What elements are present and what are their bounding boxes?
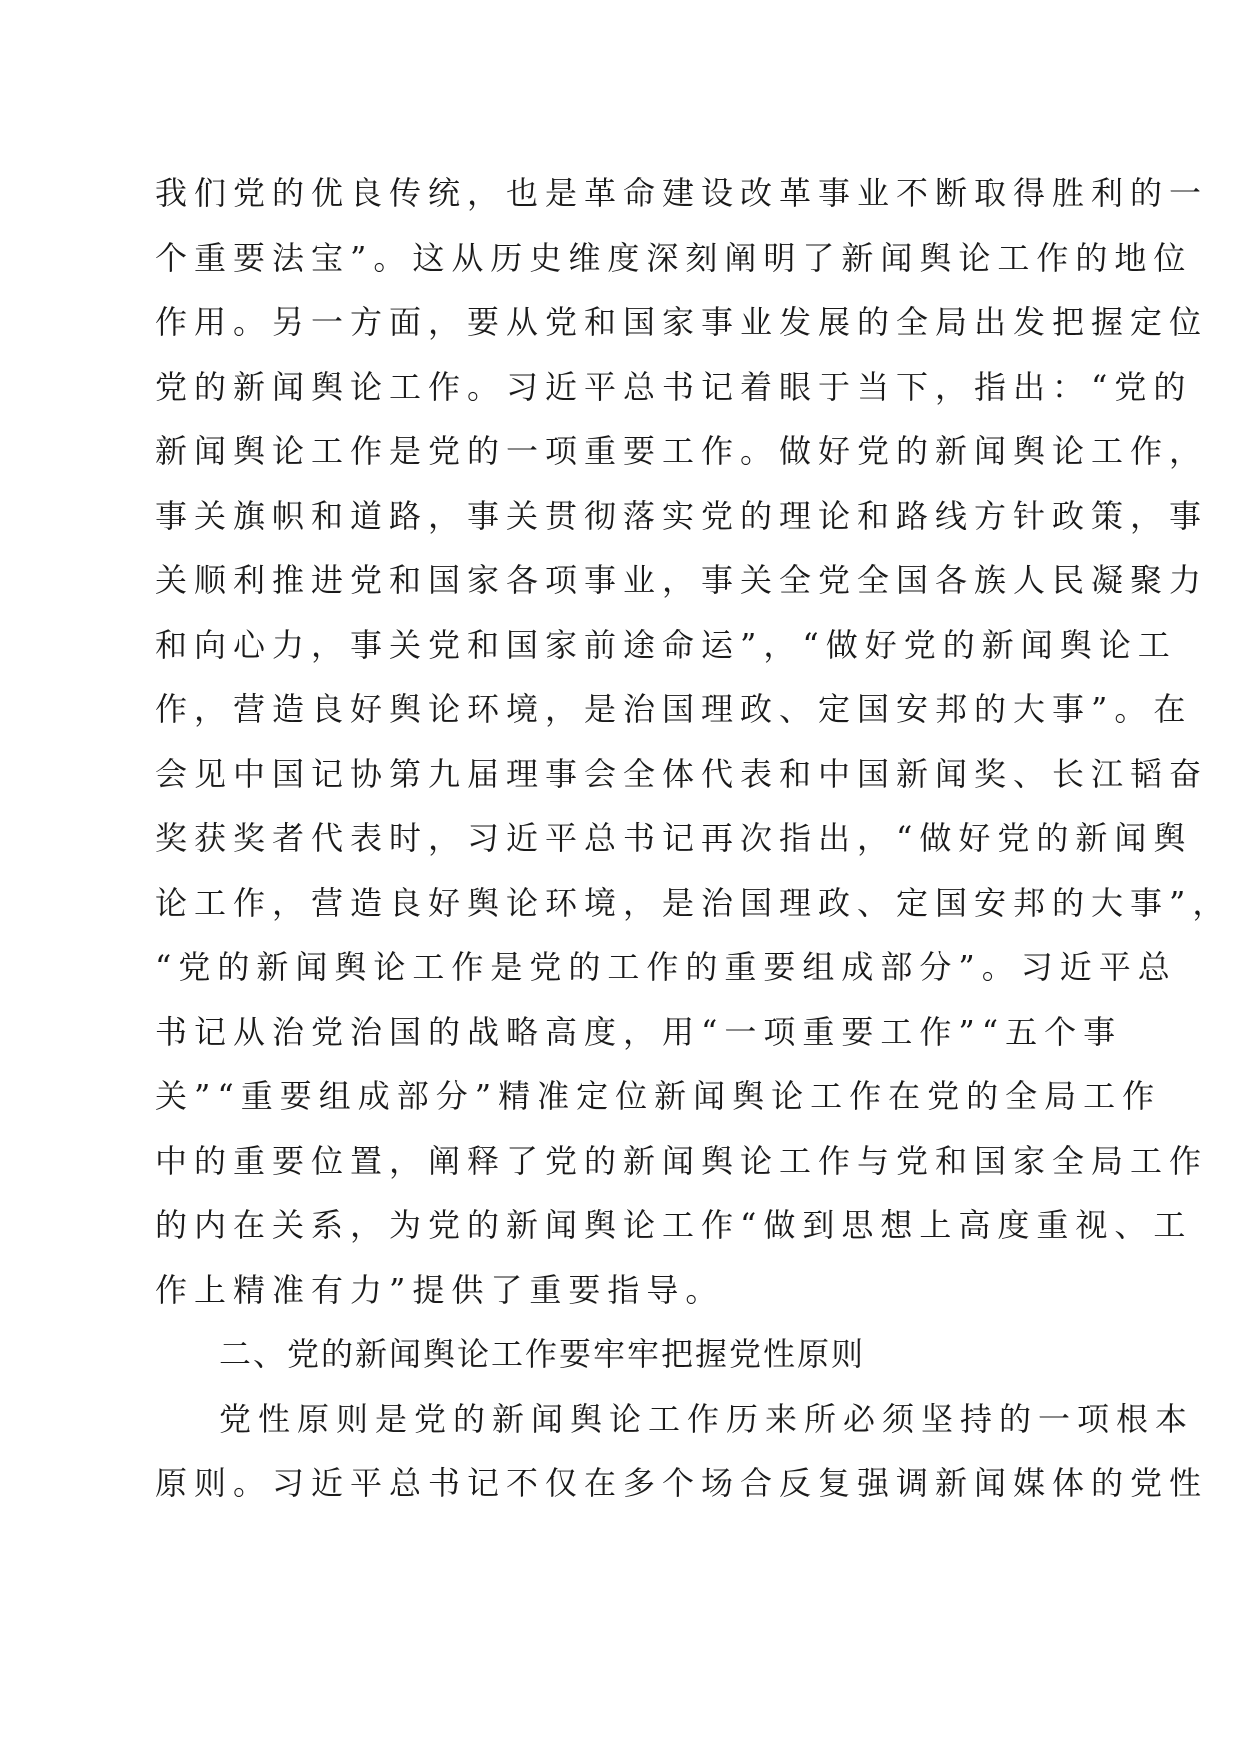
text-line: 奖获奖者代表时，习近平总书记再次指出，“做好党的新闻舆 bbox=[155, 819, 1193, 857]
text-line: 关顺利推进党和国家各项事业，事关全党全国各族人民凝聚力 bbox=[155, 561, 1209, 599]
text-line: 论工作，营造良好舆论环境，是治国理政、定国安邦的大事”， bbox=[155, 883, 1232, 922]
section-heading: 二、党的新闻舆论工作要牢牢把握党性原则 bbox=[219, 1335, 866, 1373]
text-line: 我们党的优良传统，也是革命建设改革事业不断取得胜利的一 bbox=[155, 174, 1209, 212]
text-line: 会见中国记协第九届理事会全体代表和中国新闻奖、长江韬奋 bbox=[155, 754, 1209, 793]
text-line: “党的新闻舆论工作是党的工作的重要组成部分”。习近平总 bbox=[155, 948, 1177, 986]
document-body bbox=[155, 161, 1232, 1516]
text-line: 作，营造良好舆论环境，是治国理政、定国安邦的大事”。在 bbox=[155, 690, 1193, 728]
text-line: 事关旗帜和道路，事关贯彻落实党的理论和路线方针政策，事 bbox=[155, 496, 1209, 535]
text-line: 作用。另一方面，要从党和国家事业发展的全局出发把握定位 bbox=[155, 303, 1209, 341]
text-line: 原则。习近平总书记不仅在多个场合反复强调新闻媒体的党性 bbox=[155, 1464, 1209, 1502]
text-line: 党的新闻舆论工作。习近平总书记着眼于当下，指出：“党的 bbox=[155, 367, 1193, 406]
text-line: 个重要法宝”。这从历史维度深刻阐明了新闻舆论工作的地位 bbox=[155, 238, 1193, 277]
text-line: 新闻舆论工作是党的一项重要工作。做好党的新闻舆论工作， bbox=[155, 432, 1209, 470]
text-line: 书记从治党治国的战略高度，用“一项重要工作”“五个事 bbox=[155, 1012, 1123, 1051]
text-line: 的内在关系，为党的新闻舆论工作“做到思想上高度重视、工 bbox=[155, 1206, 1193, 1244]
paragraph-first-line: 党性原则是党的新闻舆论工作历来所必须坚持的一项根本 bbox=[219, 1399, 1195, 1438]
text-line: 和向心力，事关党和国家前途命运”，“做好党的新闻舆论工 bbox=[155, 625, 1177, 664]
text-line: 作上精准有力”提供了重要指导。 bbox=[155, 1270, 725, 1309]
text-line: 关”“重要组成部分”精准定位新闻舆论工作在党的全局工作 bbox=[155, 1077, 1162, 1115]
text-line: 中的重要位置，阐释了党的新闻舆论工作与党和国家全局工作 bbox=[155, 1141, 1209, 1180]
